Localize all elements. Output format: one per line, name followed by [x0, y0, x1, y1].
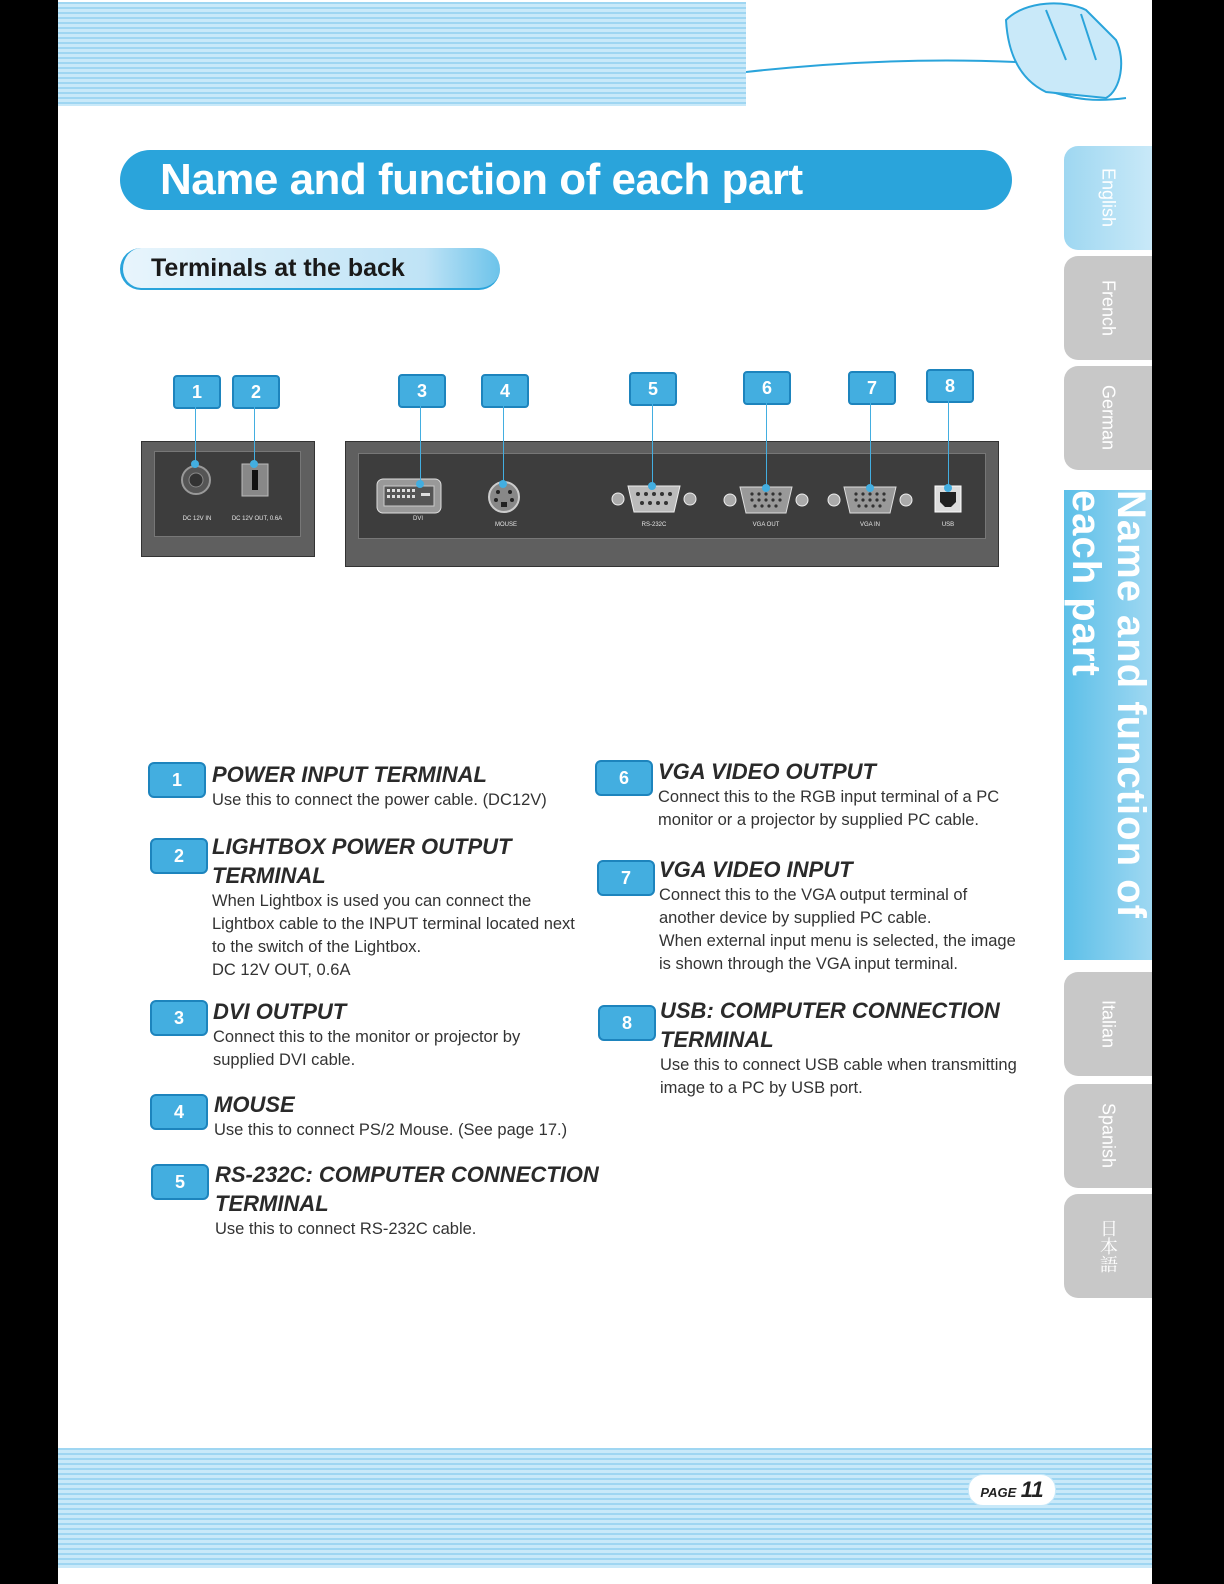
leader-line-1 — [195, 407, 196, 464]
page-title: Name and function of each part — [120, 150, 1012, 210]
leader-line-5 — [652, 404, 653, 486]
item-mouse — [214, 1090, 604, 1142]
item-power-input — [212, 760, 602, 812]
leader-dot-3 — [416, 480, 424, 488]
left-border — [0, 0, 58, 1584]
leader-dot-7 — [866, 484, 874, 492]
item-number-2: 2 — [150, 838, 208, 874]
power-panel-inner — [154, 451, 301, 537]
dvi-port-icon — [376, 478, 442, 514]
item-title: USB: COMPUTER CONNECTION — [660, 998, 1000, 1023]
tab-italian[interactable]: Italian — [1064, 972, 1152, 1076]
item-text: Connect this to the RGB input terminal of a PC — [658, 788, 1000, 806]
tab-german[interactable]: German — [1064, 366, 1152, 470]
label-vga-in: VGA IN — [859, 522, 880, 528]
item-number-6: 6 — [595, 760, 653, 796]
page-number — [968, 1474, 1056, 1506]
leader-dot-1 — [191, 460, 199, 468]
leader-line-7 — [870, 403, 871, 488]
label-rs232c: RS-232C — [641, 522, 667, 528]
leader-dot-6 — [762, 484, 770, 492]
page-word: PAGE — [980, 1485, 1017, 1500]
leader-line-2 — [254, 407, 255, 464]
item-text: is shown through the VGA input terminal. — [659, 955, 958, 973]
page-number-value: 11 — [1020, 1477, 1044, 1502]
item-text: Use this to connect USB cable when transmitting — [660, 1056, 1017, 1074]
tab-japanese[interactable]: 日本語 — [1064, 1194, 1152, 1298]
item-title-line2: TERMINAL — [660, 1027, 774, 1052]
marker-4: 4 — [481, 374, 529, 408]
leader-line-4 — [503, 406, 504, 484]
marker-6: 6 — [743, 371, 791, 405]
header-stripes — [58, 2, 746, 106]
leader-dot-4 — [499, 480, 507, 488]
label-vga-out: VGA OUT — [752, 522, 780, 528]
item-title: LIGHTBOX POWER OUTPUT — [212, 834, 512, 859]
item-title: POWER INPUT TERMINAL — [212, 762, 487, 787]
item-text: to the switch of the Lightbox. — [212, 938, 422, 956]
marker-8: 8 — [926, 369, 974, 403]
label-dvi: DVI — [412, 516, 423, 522]
leader-dot-8 — [944, 484, 952, 492]
item-title: VGA VIDEO OUTPUT — [658, 759, 876, 784]
tab-french[interactable]: French — [1064, 256, 1152, 360]
label-usb: USB — [941, 522, 955, 528]
item-text: Connect this to the monitor or projector by — [213, 1028, 521, 1046]
item-text: monitor or a projector by supplied PC cable. — [658, 811, 979, 829]
marker-5: 5 — [629, 372, 677, 406]
item-text: Connect this to the VGA output terminal of — [659, 886, 968, 904]
label-dc-in: DC 12V IN — [182, 516, 212, 522]
item-number-3: 3 — [150, 1000, 208, 1036]
item-rs232c — [215, 1160, 605, 1241]
item-dvi-output — [213, 997, 603, 1072]
right-border — [1152, 0, 1224, 1584]
item-title: RS-232C: COMPUTER CONNECTION — [215, 1162, 599, 1187]
leader-dot-5 — [648, 482, 656, 490]
item-number-7: 7 — [597, 860, 655, 896]
item-number-8: 8 — [598, 1005, 656, 1041]
header-device-illustration — [746, 0, 1152, 110]
leader-line-3 — [420, 406, 421, 484]
item-number-1: 1 — [148, 762, 206, 798]
label-dc-out: DC 12V OUT, 0.6A — [231, 516, 283, 522]
label-mouse: MOUSE — [494, 522, 517, 528]
item-text: Use this to connect PS/2 Mouse. (See page 17.) — [214, 1121, 568, 1139]
item-lightbox-power — [212, 832, 608, 982]
section-subtitle: Terminals at the back — [120, 248, 500, 290]
item-text: When Lightbox is used you can connect the — [212, 892, 532, 910]
item-title: DVI OUTPUT — [213, 999, 347, 1024]
item-text: Use this to connect RS-232C cable. — [215, 1220, 477, 1238]
item-number-4: 4 — [150, 1094, 208, 1130]
item-text: Use this to connect the power cable. (DC12V) — [212, 791, 547, 809]
leader-line-8 — [948, 401, 949, 488]
marker-7: 7 — [848, 371, 896, 405]
item-number-5: 5 — [151, 1164, 209, 1200]
item-vga-video-output — [658, 757, 1052, 832]
item-text: supplied DVI cable. — [213, 1051, 356, 1069]
marker-3: 3 — [398, 374, 446, 408]
item-text: another device by supplied PC cable. — [659, 909, 932, 927]
tab-name-and-function[interactable]: Name and function of each part — [1064, 490, 1152, 960]
item-text: image to a PC by USB port. — [660, 1079, 863, 1097]
tab-english[interactable]: English — [1064, 146, 1152, 250]
item-usb — [660, 996, 1054, 1100]
item-text: DC 12V OUT, 0.6A — [212, 961, 351, 979]
marker-2: 2 — [232, 375, 280, 409]
item-text: Lightbox cable to the INPUT terminal located next — [212, 915, 575, 933]
item-vga-video-input — [659, 855, 1053, 976]
marker-1: 1 — [173, 375, 221, 409]
leader-dot-2 — [250, 460, 258, 468]
item-title: VGA VIDEO INPUT — [659, 857, 853, 882]
dc-in-jack-icon — [180, 464, 212, 496]
item-text: When external input menu is selected, the image — [659, 932, 1016, 950]
footer-stripes — [58, 1448, 1152, 1568]
leader-line-6 — [766, 403, 767, 488]
item-title: MOUSE — [214, 1092, 295, 1117]
item-title-line2: TERMINAL — [215, 1191, 329, 1216]
item-title-line2: TERMINAL — [212, 863, 326, 888]
tab-spanish[interactable]: Spanish — [1064, 1084, 1152, 1188]
